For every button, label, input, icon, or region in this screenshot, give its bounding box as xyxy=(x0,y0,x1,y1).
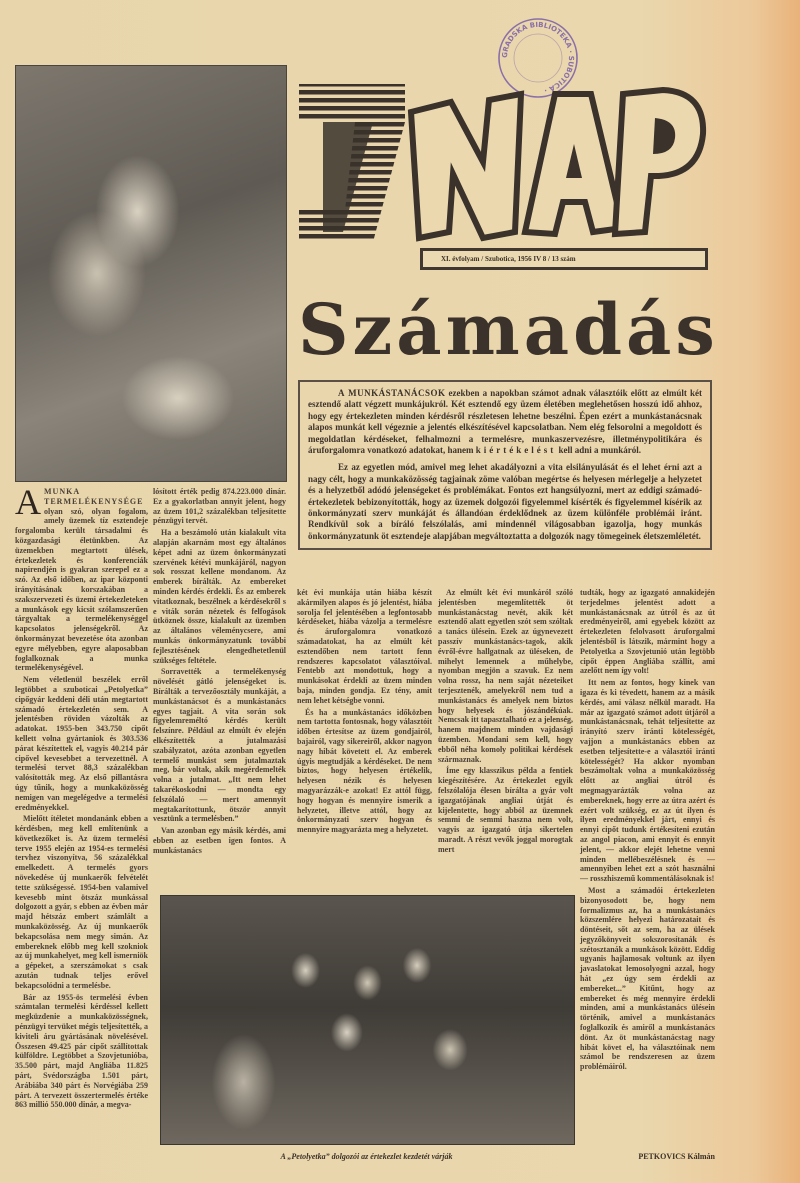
paragraph: Van azonban egy másik kérdés, ami ebben az esetben igen fontos. A munkástanács xyxy=(153,826,286,855)
intro-box xyxy=(298,380,712,550)
paragraph: Itt nem az fontos, hogy kinek van igaza és ki tévedett, hanem az a másik kérdés, ami válasz nélkül maradt. Ha már az igazgató számot adott útjáról a munkástanácsnak, tehát teljesítette az irányító szerv iránti kötelességét, vajjon a munkástanács ebben az esetben teljesítette-e a választói iránti kötelességét? Ha akkor nyomban beszámoltak volna a munkaközösség előtt az angliai útról és megmagyarázták volna az embereknek, hogy erre az útra azért és ezért volt szükség, ez az út ilyen és ilyen eredményekkel járt, ennyi és ennyi cipőt tudunk értékesíteni ezután az angol piacon, ami ennyit és ennyit jelent, — akkor elejét lehetne venni minden mellébeszélésnek és — amennyiben lehet ezt a szót használni — rosszhiszemű kommentálásoknak is! xyxy=(580,678,715,884)
paragraph: Az elmúlt két évi munkáról szóló jelentésben megemlítették öt munkástanácstag nevét, akik két esztendő alatt egyetlen szót sem szóltak a tanács ülésein. Ezek az úgynevezett passzív munkástanács-tagok, akik évről-évre hallgatnak az üléseken, de mihelyt lemennek a műhelybe, nyomban megjön a szavuk. Ez nem volna rossz, ha nem saját nézeteiket terjesztenék, amelyekről nem tud a munkástanács és amelyek nem biztos hogy helyesek és jószándékúak. Nemcsak itt tapasztalható ez a jelenség, hanem majdnem minden vajdasági üzemben. Mondani sem kell, hogy ebből néha komoly politikai kérdések származnak. xyxy=(438,588,573,764)
intro-paragraph-2: Ez az egyetlen mód, amivel meg lehet akadályozni a vita elsilányulását és el lehet érni azt a nagy célt, hogy a munkaközösség tagjainak zöme valóban megértse és helyesen mérlegelje a helyzetet és a helyzetből adódó jelenségeket és problémákat. Fontos ezt hangsúlyozni, mert az eddigi számadó-értekezletek bebizonyították, hogy az üzemek dolgozói figyelemmel kísérték és figyelemmel kísérik az önkormányzati szerv munkáját és állandóan érdeklődnek az üzem különféle problémái iránt. Rendkívül sok a bíráló felszólalás, ami mindennél világosabban igazolja, hogy munkás önkormányzatunk öt esztendeje alapjában megváltoztatta a dolgozók nagy tömegeinek életszemléletét. xyxy=(308,462,702,541)
lead-caps: MUNKA TERMELÉKENYSÉGE xyxy=(44,487,144,506)
lead-text: olyan szó, olyan fogalom, amely üzemek tíz esztendeje forgalomba került társadalmi és közgazdasági életünkben. Az üzemekben megtartott ülések, értekezletek és konferenciák napirendjén is gyakran szerepel ez a szó. Az első időben, az ipar központi irányításának korszakában a szakszervezeti és üzemi értekezleteken a munkások egy kicsit szólamszerűen tárgyaltak a termelékenységgel kapcsolatos jelenségekről. Az önkormányzat bevezetése óta azonban egyre mélyebben, egyre alaposabban foglalkoznak a munka termelékenységével. xyxy=(15,506,148,673)
photo-caption: A „Petolyetka” dolgozói az értekezlet kezdetét várják xyxy=(280,1152,453,1161)
intro-paragraph-1 xyxy=(308,388,702,456)
author-byline: PETKOVICS Kálmán xyxy=(638,1152,715,1161)
paragraph: Nem véletlenül beszélek erről legtöbbet a szuboticai „Petolyetka” cipőgyár keddeni déli után megtartott számadó értekezletén sem. A jelentésben röviden vázolták az adatokat. 1955-ben 343.750 cipőt kellett volna gyártaniok és 303.536 párat készítettek el, vagyis 40.214 pár cipővel kevesebbet a tervezettnél. A termelési tervet 88,3 százalékban valósították meg. Az első pillantásra úgy tűnik, hogy a munkaközösség nemigen van megelégedve a termelési eredményekkel. xyxy=(15,675,148,812)
paragraph: Mielőtt ítéletet mondanánk ebben a kérdésben, meg kell említenünk a következőket is. Az üzem termelési terve 1955 elején az 1954-es termelési tervhez viszonyítva, 56 százalékkal emelkedett. A termelés gyors növekedése új munkaerők felvételét tette szükségessé. 1954-ben valamivel kevesebb mint ötszáz munkással dolgozott a gyár, s ebben az évben már majd hétszáz embert számlált a munkaközösség. Az új munkaerők bekapcsolása nem megy simán. Az embereknek előbb meg kell szokniok az új munkahelyet, meg kell ismerniök a gépeket, a szerszámokat s csak azután tudnak teljes erővel bekapcsolódni a termelésbe. xyxy=(15,814,148,990)
paragraph: Bár az 1955-ös termelési évben számtalan termelési kérdéssel kellett megküzdenie a munkaközösségnek, pénzügyi tervüket mégis teljesítették, a kiviteli áru gyártásának növelésével. Összesen 49.425 pár cipőt szállítottak külföldre. Legtöbbet a Szovjetunióba, 35.500 párt, majd Angliába 11.825 párt, Svédországba 1.501 párt, Arábiába 340 párt és Norvégiába 259 párt. A tervezett összertermelés értéke 863 millió 550.000 dinár, a megva- xyxy=(15,992,148,1110)
workers-photo xyxy=(160,895,575,1145)
drop-cap: A xyxy=(15,482,41,522)
paragraph: Sorravették a termelékenység növelését gátló jelenségeket is. Bírálták a tervezőosztály munkáját, a munkástanácsot és a munkástanács egyes tagjait. A vita során sok figyelemreméltó kérdés került felszínre. Például az elmúlt év elején elkészítették a jutalmazási szabályzatot, azóta azonban egyetlen termelő munkást sem jutalmaztak meg, bár voltak, akik megérdemelték volna a jutalmat. „Itt nem lehet takarékoskodni — mondta egy felszólaló — mert amennyit megtakarítottunk, ötször annyit vesztünk a termelésben.” xyxy=(153,667,286,824)
article-column-5 xyxy=(580,588,715,1074)
paragraph: két évi munkája után hiába készít akármilyen alapos és jó jelentést, hiába sorolja fel jelentésében a legfontosabb kérdéseket, hiába vázolja a termelésre és áruforgalomra vonatkozó számadatokat, ha az elmúlt két esztendőben nem tartott fenn rendszeres kapcsolatot választóival. Fentebb azt mondottuk, hogy a munkásokat érdekli az üzem minden baja, minden gondja. Ez tény, amit nem lehet kétségbe vonni. xyxy=(297,588,432,705)
paragraph: Ha a beszámoló után kialakult vita alapján akarnám most egy általános képet adni az üzem önkormányzati szervének kétévi munkájáról, nagyon sok rosszat kellene mondanom. Az emberek bírálták. Az embereket minden kérdés érdekli. És az emberek vitatkoznak, beszélnek a kérdésekről s e viták során nézetek és felfogások ütköznek össze, kialakult az üzemben az általános véleménycsere, ami munkás önkormányzatunk további fejlesztésének elengedhetetlenül szükséges feltétele. xyxy=(153,528,286,665)
issue-info-bar xyxy=(420,248,708,270)
article-lead-paragraph xyxy=(15,482,148,673)
paragraph: Íme egy klasszikus példa a fentiek kiegészítésére. Az értekezlet egyik felszólalója élesen bírálta a gyár volt igazgatójának angliai útját és kijelentette, hogy abból az üzemnek semmi de semmi haszna nem volt, vagyis az igazgató útja sikertelen maradt. A részt vevők joggal morogtak mert xyxy=(438,766,573,854)
paragraph: tudták, hogy az igazgató annakidején terjedelmes jelentést adott a munkástanácsnak az útról és az út eredményeiről, ami egyebek között az értekezleten felolvasott áruforgalmi jelentésből is látszik, mármint hogy a Petolyetka a Szovjetunió után legtöbb cipőt éppen Angliába szállít, ami azelőtt nem így volt! xyxy=(580,588,715,676)
intro-text-end: kell adni a munkáról. xyxy=(556,445,642,456)
article-column-2 xyxy=(153,487,286,857)
svg-text:GRADSKA BIBLIOTEKA · SUBOTICA: GRADSKA BIBLIOTEKA · SUBOTICA · xyxy=(500,20,576,95)
article-column-4 xyxy=(438,588,573,857)
intro-text: ezekben a napokban számot adnak választóik előtt az elmúlt két esztendő alatt végzett munkájukról. Két esztendő egy üzem életében meglehetősen hosszú idő ahhoz, hogy egy értekezleten minden kérdésről részletesen lehetne beszélni. Épen ezért a munkástanácsnak alapos munkát kell végeznie a jelentés elkészítésével kapcsolatban. Nem elég felsorolni a megoldott és megoldatlan kérdéseket, felhalmozni a termelésre, munkaszervezésre, illetménypolitikára és áruforgalomra vonatkozó adatokat, hanem xyxy=(308,388,702,456)
paragraph: És ha a munkástanács időközben nem tartotta fontosnak, hogy választóit időben értesítse az üzem gondjairól, bajairól, vagy sikereiről, akkor nagyon nagy hibát követett el. Az emberek úgyis megtudják a kérdéseket. De nem biztos, hogy helyesen értékelik, helyesen nézik és helyesen magyarázzák-e azokat! Ez attól függ, hogy hogyan és mennyire ismerik a helyzetet, illetve attól, hogy az önkormányzati szerv hogyan és mennyire magyarázta meg a helyzetet. xyxy=(297,707,432,835)
paragraph: lósított érték pedig 874.223.000 dinár. Ez a gyakorlatban annyit jelent, hogy az üzem 101,2 százalékban teljesítette pénzügyi tervét. xyxy=(153,487,286,526)
issue-info: XI. évfolyam / Szubotica, 1956 IV 8 / 13 szám xyxy=(441,255,576,263)
intro-lead: A MUNKÁSTANÁCSOK xyxy=(338,388,446,398)
article-column-1 xyxy=(15,482,148,1112)
headline: Számadás xyxy=(298,288,719,371)
portrait-photo xyxy=(15,65,287,482)
paragraph: Most a számadói értekezleten bizonyosodott be, hogy nem formalizmus az, ha a munkástanács közszemlére helyezi határozatait és döntéseit, sőt az sem, ha az ülések jegyzőkönyveit sokszorosítanák és szétosztanák a munkások között. Eddig ugyanis hajlamosak voltunk az ilyen javaslatokat lemosolyogni azzal, hogy hát „ez úgy sem érdekli az embereket...” Kitűnt, hogy az embereket és még mennyire érdekli minden, ami a munkástanács ülésein történik, amivel a munkástanács foglalkozik és amiről a munkástanács dönt. Az öt munkástanácstag nagy hibát követ el, ha választóinak nem számol be rendszeresen az üzem problémáiról. xyxy=(580,885,715,1072)
masthead-logo xyxy=(293,82,709,252)
intro-emphasis: kiértékelést xyxy=(475,445,557,456)
article-column-3 xyxy=(297,588,432,837)
